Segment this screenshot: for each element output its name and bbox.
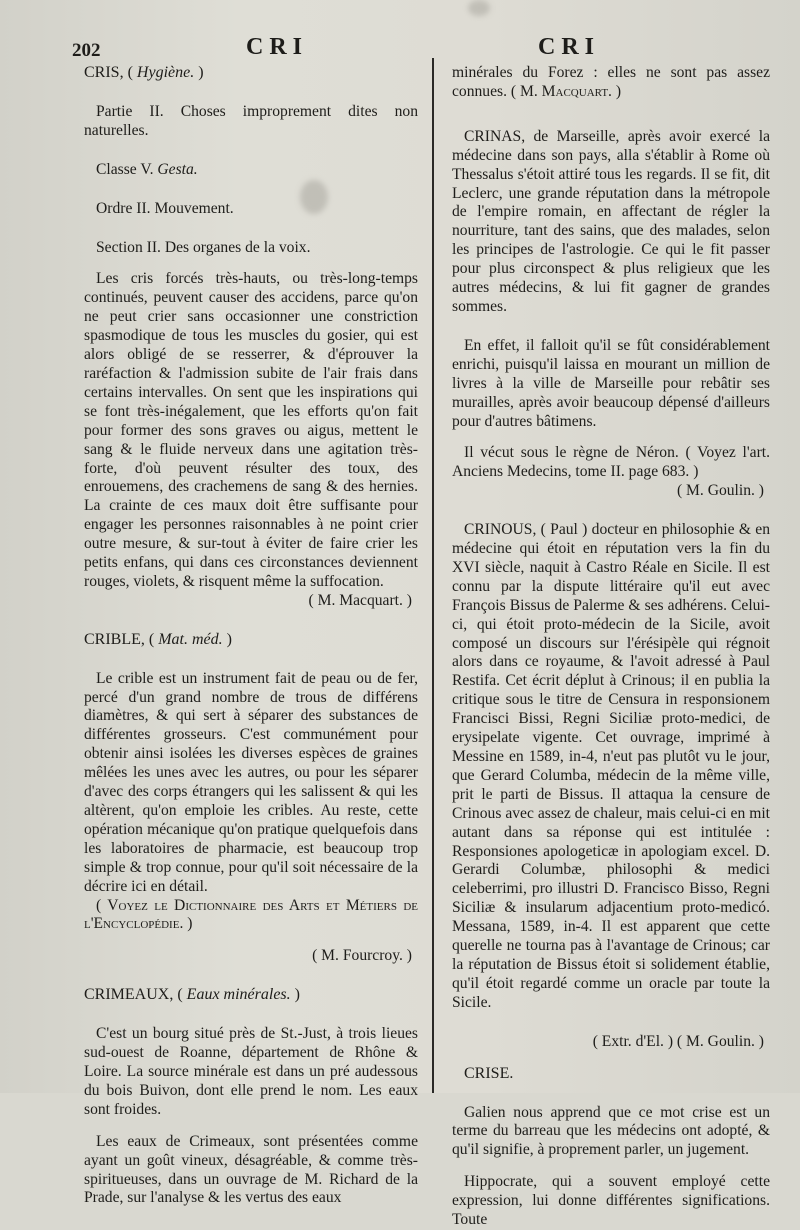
entry-text-crinous: CRINOUS, ( Paul ) docteur en philosophie & en médecine qui étoit en réputation vers la fin du XVI siècle, naquit à Castro Réale en Sicile. Il est connu par la dispute littéraire qu'il eut avec François Bissus de Palerme & ses adhérens. Celui-ci, qui étoit proto-médecin de la Sicile, avoit composé un discours sur l'érésipèle qui régnoit alors dans ce royaume, & l'avoit adressé à Paul Restifa. Cet écrit déplut à Crinous; il en publia la critique sous le titre de Censura in responsionem Francisci Bissi, Regni Siciliæ proto-medici, de erysipelate vigente. Cet ouvrage, imprimé à Messine en 1589, in-4, n'eut pas plutôt vu le jour, que Gerard Columba, médecin de la même ville, prit le parti de Bissus. Il attaqua la censure de Crinous avec assez de chaleur, mais celui-ci en mit autant dans sa réponse qui est intitulée : Responsiones apologeticæ in apologiam excel. D. Gerardi Columbæ, philosophi & medici celeberrimi, pro illustri D. Francisco Bisso, Regni Siciliæ & insularum adjacentium proto-medicó. Messana, 1589, in-4. Il est apparent que cette querelle ne tourna pas à l'avantage de Crinous; car la réputation de Bissus étoit si solidement établie, qu'il étoit regardé comme un oracle par toute la Sicile. — [452, 521, 770, 1011]
entry-text-crise-2: Hippocrate, qui a souvent employé cette expression, lui donne différentes significations. Toute — [452, 1173, 770, 1229]
classification-classe: Classe V. Gesta. — [96, 160, 198, 178]
column-divider — [432, 58, 434, 1093]
running-head-left: CRI — [246, 34, 309, 60]
entry-text-crinas-3: Il vécut sous le règne de Néron. ( Voyez l'art. Anciens Medecins, tome II. page 683. ) — [452, 444, 770, 481]
cross-reference: ( Voyez le Dictionnaire des Arts et Métiers de l'Encyclopédie. ) — [84, 896, 418, 933]
author-signature: ( Extr. d'El. ) ( M. Goulin. ) — [592, 1032, 764, 1050]
page-header — [0, 36, 800, 66]
classification-section: Section II. Des organes de la voix. — [96, 238, 311, 256]
left-column — [84, 64, 418, 1208]
author-signature: ( M. Macquart. ) — [308, 591, 412, 609]
entry-text-crinas-2: En effet, il falloit qu'il se fût considérablement enrichi, puisqu'il laissa en mourant un million de livres à la ville de Marseille pour rebâtir ses murailles, après avoir beaucoup dépensé d'ailleurs pour d'autres bâtimens. — [452, 336, 770, 430]
entry-heading-crible: CRIBLE, ( Mat. méd. ) — [84, 630, 232, 648]
entry-text-cris: Les cris forcés très-hauts, ou très-long-temps continués, peuvent causer des accidens, parce qu'on ne peut crier sans occasionner une constriction spasmodique de tous les muscles du gosier, qui est alors obligé de se resserrer, & d'éprouver la raréfaction & l'admission subite de l'air frais dans certains intervalles. On sent que les inspirations qui se font très-inégalement, que les efforts qu'on fait pour former des sons graves ou aigus, mettent le sang & le fluide nerveux dans une agitation très-forte, d'où peuvent résulter des toux, des enrouemens, des crachemens de sang & des hernies. La crainte de ces maux doit être suffisante pour engager les personnes raisonnables à ne point crier outre mesure, & sur-tout à éviter de faire crier les petits enfans, qui dans ces circonstances deviennent rouges, violets, & risquent même la suffocation. — [84, 270, 418, 590]
entry-heading-cris: CRIS, ( Hygiène. ) — [84, 64, 204, 81]
right-column — [452, 64, 770, 1230]
entry-text-crimeaux-continued: minérales du Forez : elles ne sont pas assez connues. ( M. Macquart. ) — [452, 64, 770, 100]
entry-heading-crimeaux: CRIMEAUX, ( Eaux minérales. ) — [84, 986, 300, 1004]
entry-text-crimeaux-2: Les eaux de Crimeaux, sont présentées comme ayant un goût vineux, désagréable, & comme très-spiritueuses, dans un ouvrage de M. Richard de la Prade, sur l'analyse & les vertus des eaux — [84, 1132, 418, 1207]
author-signature: ( M. Goulin. ) — [676, 482, 764, 500]
classification-partie: Partie II. Choses improprement dites non naturelles. — [84, 102, 418, 139]
author-signature: ( M. Fourcroy. ) — [312, 947, 412, 965]
page-stain — [468, 0, 490, 16]
entry-text-crise: Galien nous apprend que ce mot crise est un terme du barreau que les médecins ont adopté, & qu'il signifie, à proprement parler, un jugement. — [452, 1103, 770, 1159]
entry-text-crinas: CRINAS, de Marseille, après avoir exercé la médecine dans son pays, alla s'établir à Rome où Thessalus s'étoit attiré tous les regards. Il se fit, dit Leclerc, une grande réputation dans la métropole de l'empire romain, en affectant de régler la nourriture, tant des sains, que des malades, selon les principes de l'astrologie. Ce qui le fit passer pour plus circonspect & plus religieux que les autres médecins, & lui fit gagner de grandes sommes. — [452, 127, 770, 315]
entry-text-crimeaux: C'est un bourg situé près de St.-Just, à trois lieues sud-ouest de Roanne, département de Rhône & Loire. La source minérale est dans un pré audessous du bois Buivon, dont elle prend le nom. Les eaux sont froides. — [84, 1025, 418, 1118]
running-head-right: CRI — [538, 34, 601, 60]
entry-heading-crise: CRISE. — [464, 1064, 514, 1082]
page-number: 202 — [72, 40, 101, 61]
classification-ordre: Ordre II. Mouvement. — [96, 199, 234, 217]
entry-text-crible: Le crible est un instrument fait de peau ou de fer, percé d'un grand nombre de trous de différens diamètres, & qui sert à séparer des substances de différentes grosseurs. C'est communément pour obtenir ainsi isolées les diverses espèces de graines mêlées les unes avec les autres, ou pour les séparer d'avec des corps étrangers qui les salissent & qui les altèrent, qu'on emploie les cribles. Au reste, cette opération mécanique qu'on pratique quelquefois dans les laboratoires de pharmacie, est beaucoup trop simple & trop connue, pour qu'il soit nécessaire de la décrire ici en détail. — [84, 669, 418, 895]
